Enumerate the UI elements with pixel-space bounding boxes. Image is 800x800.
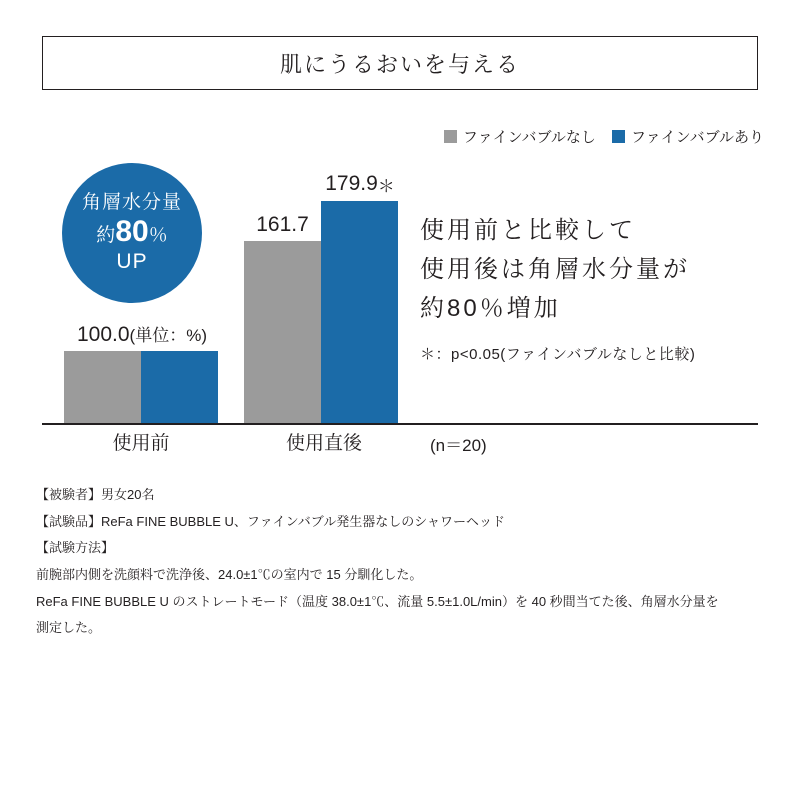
footnote-subjects: 【被験者】男女20名 [36, 487, 155, 502]
x-axis-labels [42, 428, 758, 458]
bar-label-before [42, 321, 242, 347]
footnotes-block [36, 482, 776, 642]
bar-label-after-blue [308, 172, 412, 197]
badge-line-2 [96, 214, 167, 249]
legend-swatch-gray [444, 130, 457, 143]
bar-after-blue [321, 201, 398, 423]
bar-before-gray [64, 351, 141, 423]
footnote-method-line-3: 測定した。 [36, 620, 102, 636]
summary-line-1: 使用前と比較して [420, 217, 636, 244]
footnote-method-heading: 【試験方法】 [36, 540, 115, 556]
page-title: 肌にうるおいを与える [279, 51, 520, 77]
legend-item-no-fine-bubble [444, 126, 596, 147]
significance-note: ＊：p<0.05(ファインバブルなしと比較) [420, 345, 696, 363]
footnote-test-products: 【試験品】ReFa FINE BUBBLE U、ファインバブル発生器なしのシャワーヘッド [36, 513, 505, 529]
badge-percent: ％ [148, 225, 168, 247]
badge-line-3: UP [116, 249, 148, 273]
summary-text-block [420, 212, 770, 364]
bar-value-after-gray: 161.7 [256, 213, 309, 236]
legend-item-with-fine-bubble [612, 126, 764, 147]
badge-value: 80 [115, 215, 149, 249]
significance-asterisk: ＊ [377, 177, 395, 196]
summary-line-3: 約80％増加 [420, 294, 561, 322]
summary-line-2: 使用後は角層水分量が [420, 255, 690, 283]
bar-label-after-gray [234, 213, 331, 237]
badge-line-1: 角層水分量 [81, 191, 182, 213]
legend-label-with-fine-bubble: ファインバブルあり [630, 129, 764, 146]
bar-before-blue [141, 351, 218, 423]
bar-value-after-blue: 179.9 [325, 172, 378, 195]
bar-value-before: 100.0 [76, 323, 130, 346]
sample-size-label: (n＝20) [430, 436, 487, 455]
badge-prefix: 約 [96, 225, 116, 247]
x-label-after: 使用直後 [285, 433, 362, 454]
legend-label-no-fine-bubble: ファインバブルなし [462, 129, 596, 146]
x-label-before: 使用前 [112, 433, 170, 454]
footnote-method-line-2: ReFa FINE BUBBLE U のストレートモード（温度 38.0±1℃、流量 5.5±1.0L/min）を 40 秒間当てた後、角層水分量を [36, 593, 719, 609]
title-box [42, 36, 758, 90]
bar-after-gray [244, 241, 321, 423]
legend-swatch-blue [612, 130, 625, 143]
bar-unit-before: (単位：%) [129, 326, 207, 345]
footnote-method-line-1: 前腕部内側を洗顔料で洗浄後、24.0±1℃の室内で 15 分馴化した。 [36, 566, 423, 582]
highlight-badge [62, 163, 202, 303]
chart-legend [444, 126, 764, 147]
x-axis-line [42, 423, 758, 425]
